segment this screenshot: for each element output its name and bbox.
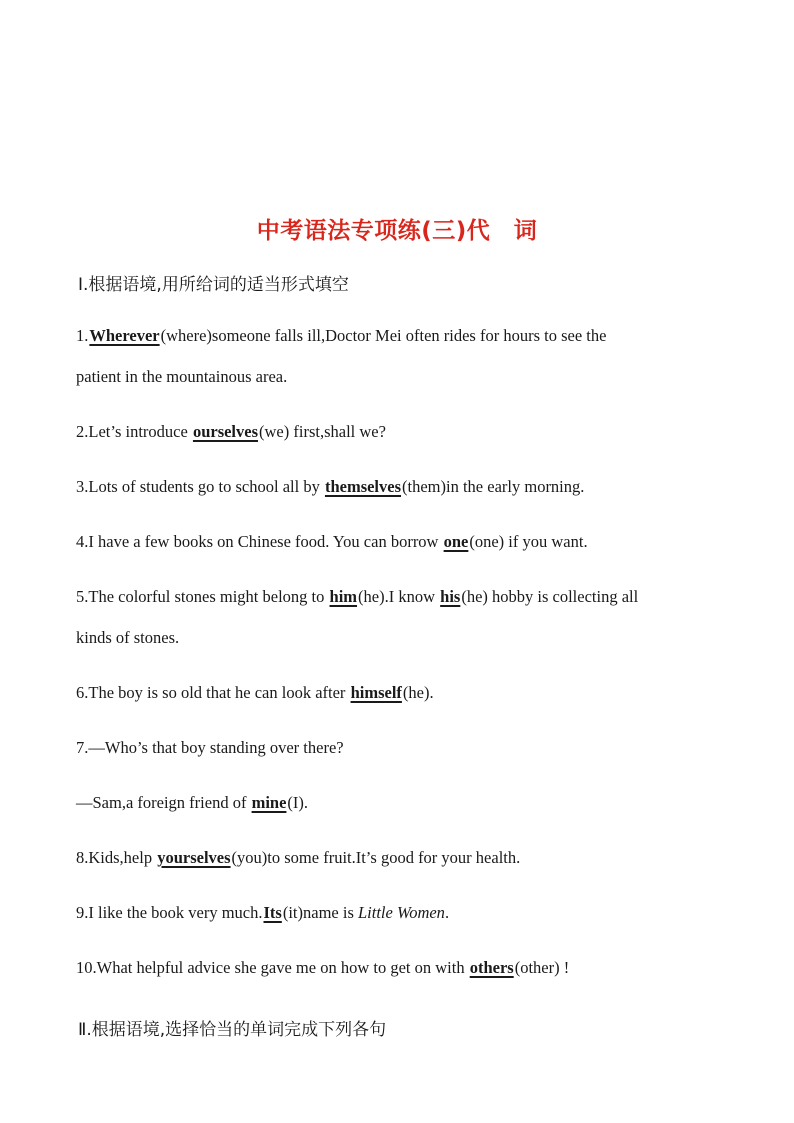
question-7-reply: —Sam,a foreign friend of mine(I).	[76, 793, 309, 812]
question-6: 6.The boy is so old that he can look after himself(he).	[76, 683, 434, 702]
answer-3: themselves	[324, 477, 402, 496]
answer-4: one	[443, 532, 469, 551]
answer-8: yourselves	[157, 848, 231, 867]
section-heading-1: Ⅰ.根据语境,用所给词的适当形式填空	[78, 275, 349, 295]
section-heading-2: Ⅱ.根据语境,选择恰当的单词完成下列各句	[78, 1020, 387, 1040]
answer-6: himself	[350, 683, 402, 702]
answer-1: Wherever	[89, 326, 160, 345]
page-title: 中考语法专项练(三)代 词	[256, 218, 538, 244]
question-7-prompt: 7.—Who’s that boy standing over there?	[76, 738, 344, 757]
question-3: 3.Lots of students go to school all by themselves(them)in the early morning.	[76, 477, 585, 496]
answer-5b: his	[440, 587, 461, 606]
question-1-continued: patient in the mountainous area.	[76, 367, 288, 386]
question-8: 8.Kids,help yourselves(you)to some fruit.It’s good for your health.	[76, 848, 521, 867]
answer-7: mine	[251, 793, 287, 812]
question-1: 1.Wherever(where)someone falls ill,Doctor Mei often rides for hours to see the	[76, 326, 607, 345]
question-4: 4.I have a few books on Chinese food. You can borrow one(one) if you want.	[76, 532, 588, 551]
question-5-continued: kinds of stones.	[76, 628, 180, 647]
answer-10: others	[469, 958, 514, 977]
answer-9: Its	[263, 903, 282, 922]
question-2: 2.Let’s introduce ourselves(we) first,shall we?	[76, 422, 386, 441]
answer-2: ourselves	[192, 422, 259, 441]
question-10: 10.What helpful advice she gave me on how to get on with others(other) !	[76, 958, 570, 977]
answer-5a: him	[329, 587, 358, 606]
book-title: Little Women	[358, 903, 445, 922]
question-5: 5.The colorful stones might belong to him(he).I know his(he) hobby is collecting all	[76, 587, 639, 606]
question-9: 9.I like the book very much.Its(it)name is Little Women.	[76, 903, 450, 922]
